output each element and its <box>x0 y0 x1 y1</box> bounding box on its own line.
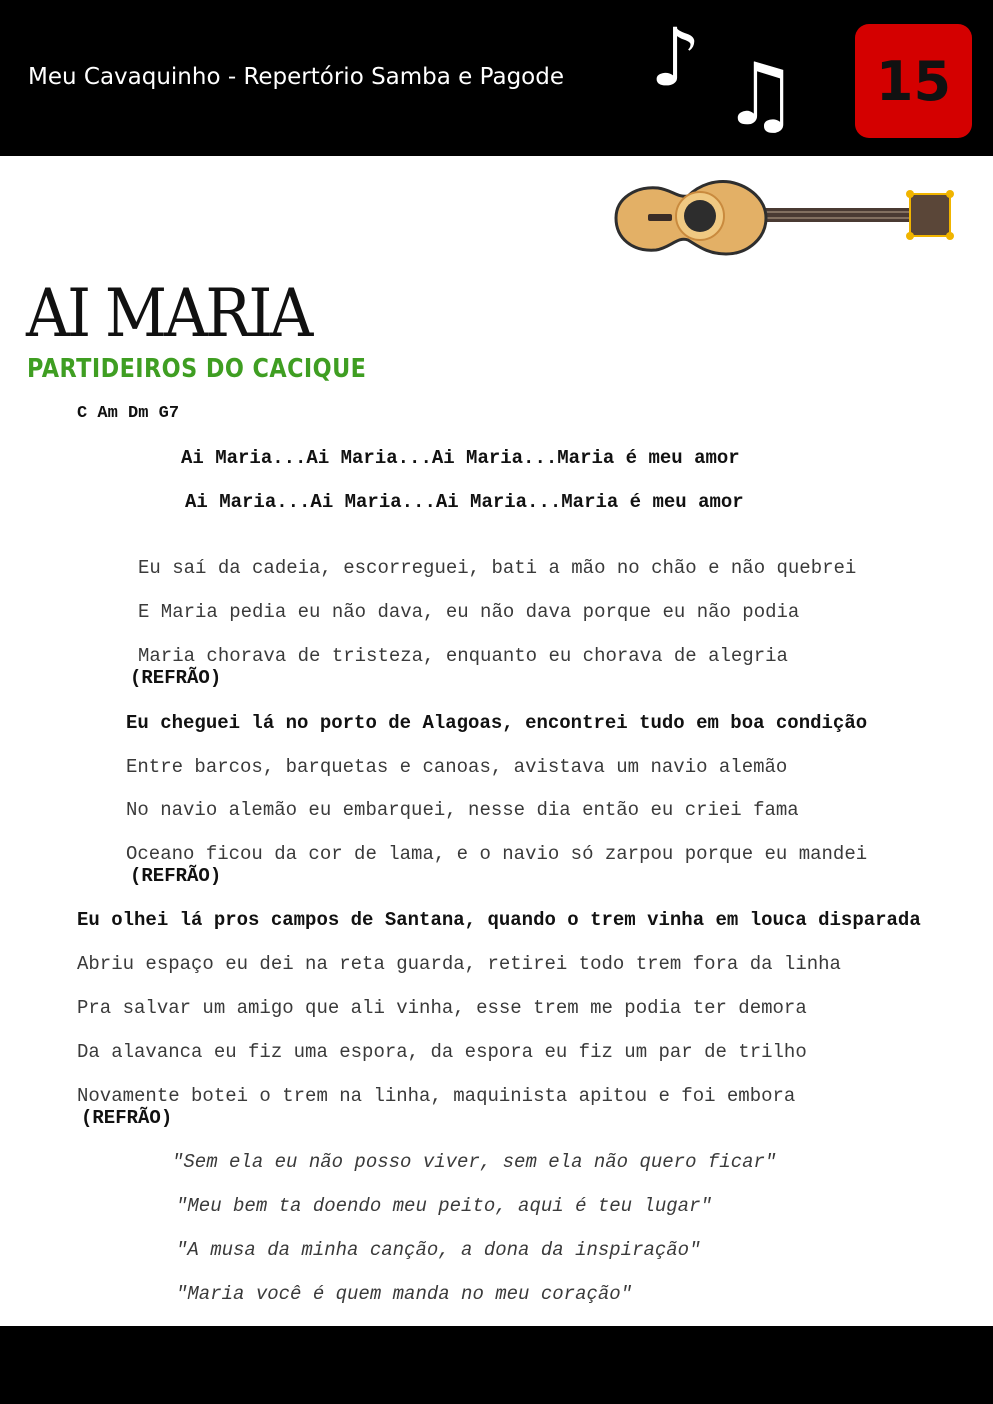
page-number: 15 <box>875 49 952 113</box>
song-artist: PARTIDEIROS DO CACIQUE <box>27 354 367 384</box>
lyric-line: Eu saí da cadeia, escorreguei, bati a mão no chão e não quebrei <box>138 557 857 579</box>
refrain-marker: (REFRÃO) <box>81 1107 173 1129</box>
chord-progression: C Am Dm G7 <box>77 404 180 423</box>
outro-line: "Maria você é quem manda no meu coração" <box>176 1283 633 1305</box>
lyric-line: Da alavanca eu fiz uma espora, da espora eu fiz um par de trilho <box>77 1041 807 1063</box>
music-note-icon: ♪ <box>650 11 702 104</box>
lyric-line: Maria chorava de tristeza, enquanto eu chorava de alegria <box>138 645 788 667</box>
outro-line: "Meu bem ta doendo meu peito, aqui é teu lugar" <box>176 1195 712 1217</box>
lyric-line: Eu olhei lá pros campos de Santana, quando o trem vinha em louca disparada <box>77 909 921 931</box>
lyric-line: Entre barcos, barquetas e canoas, avistava um navio alemão <box>126 756 788 778</box>
refrain-marker: (REFRÃO) <box>130 865 222 887</box>
page-number-badge <box>855 24 972 138</box>
songbook-title: Meu Cavaquinho - Repertório Samba e Pagode <box>28 64 564 90</box>
footer-bar <box>0 1326 993 1404</box>
lyric-line: E Maria pedia eu não dava, eu não dava porque eu não podia <box>138 601 800 623</box>
lyric-line: No navio alemão eu embarquei, nesse dia então eu criei fama <box>126 799 799 821</box>
lyric-line: Abriu espaço eu dei na reta guarda, retirei todo trem fora da linha <box>77 953 841 975</box>
lyric-line: Eu cheguei lá no porto de Alagoas, encontrei tudo em boa condição <box>126 712 868 734</box>
lyric-line: Pra salvar um amigo que ali vinha, esse trem me podia ter demora <box>77 997 807 1019</box>
lyric-line: Oceano ficou da cor de lama, e o navio só zarpou porque eu mandei <box>126 843 868 865</box>
refrain-marker: (REFRÃO) <box>130 667 222 689</box>
beamed-notes-icon: ♫ <box>722 45 800 145</box>
lyric-line: Novamente botei o trem na linha, maquinista apitou e foi embora <box>77 1085 796 1107</box>
cavaquinho-icon <box>612 176 964 262</box>
chorus-line: Ai Maria...Ai Maria...Ai Maria...Maria é meu amor <box>185 491 744 513</box>
chorus-line: Ai Maria...Ai Maria...Ai Maria...Maria é meu amor <box>181 447 740 469</box>
outro-line: "Sem ela eu não posso viver, sem ela não quero ficar" <box>172 1151 777 1173</box>
song-title: AI MARIA <box>26 275 311 352</box>
outro-line: "A musa da minha canção, a dona da inspiração" <box>176 1239 701 1261</box>
header-bar <box>0 0 993 156</box>
